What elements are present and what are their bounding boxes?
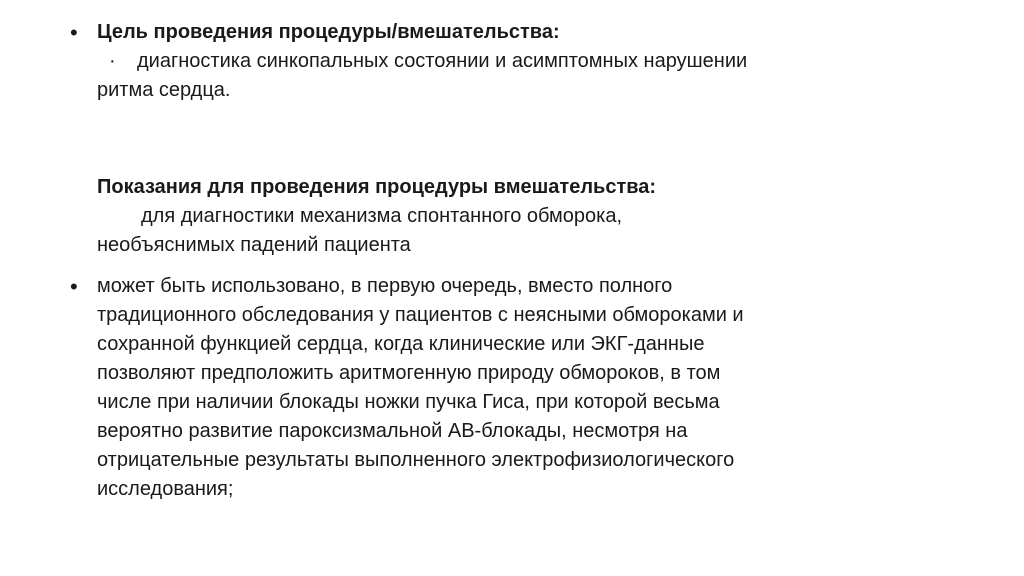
usage-line: числе при наличии блокады ножки пучка Гиса, при которой весьма (97, 391, 720, 413)
indications-text (97, 173, 947, 260)
usage-line: вероятно развитие пароксизмальной АВ-блокады, несмотря на (97, 420, 688, 442)
bullet-dot-icon: • (70, 274, 78, 299)
usage-line: исследования; (97, 478, 234, 500)
indications-heading: Показания для проведения процедуры вмешательства: (97, 176, 657, 198)
usage-line: позволяют предположить аритмогенную природу обмороков, в том (97, 362, 721, 384)
usage-line: отрицательные результаты выполненного электрофизиологического (97, 449, 735, 471)
usage-line: может быть использовано, в первую очередь, вместо полного (97, 275, 673, 297)
indications-line-2: необъяснимых падений пациента (97, 234, 411, 256)
goal-line-1-text: диагностика синкопальных состоянии и асимптомных нарушении (137, 50, 748, 72)
indications-line-1 (97, 202, 947, 231)
goal-text (97, 18, 947, 105)
goal-heading: Цель проведения процедуры/вмешательства: (97, 21, 560, 43)
indications-line-1-text: для диагностики механизма спонтанного обморока, (141, 205, 623, 227)
goal-line-2: ритма сердца. (97, 79, 231, 101)
bullet-dot-icon: • (70, 20, 78, 45)
goal-line-1 (97, 47, 947, 76)
sub-bullet-dot: · (109, 50, 116, 72)
usage-line: сохранной функцией сердца, когда клинические или ЭКГ-данные (97, 333, 705, 355)
usage-line: традиционного обследования у пациентов с неясными обмороками и (97, 304, 744, 326)
usage-text (97, 272, 947, 504)
